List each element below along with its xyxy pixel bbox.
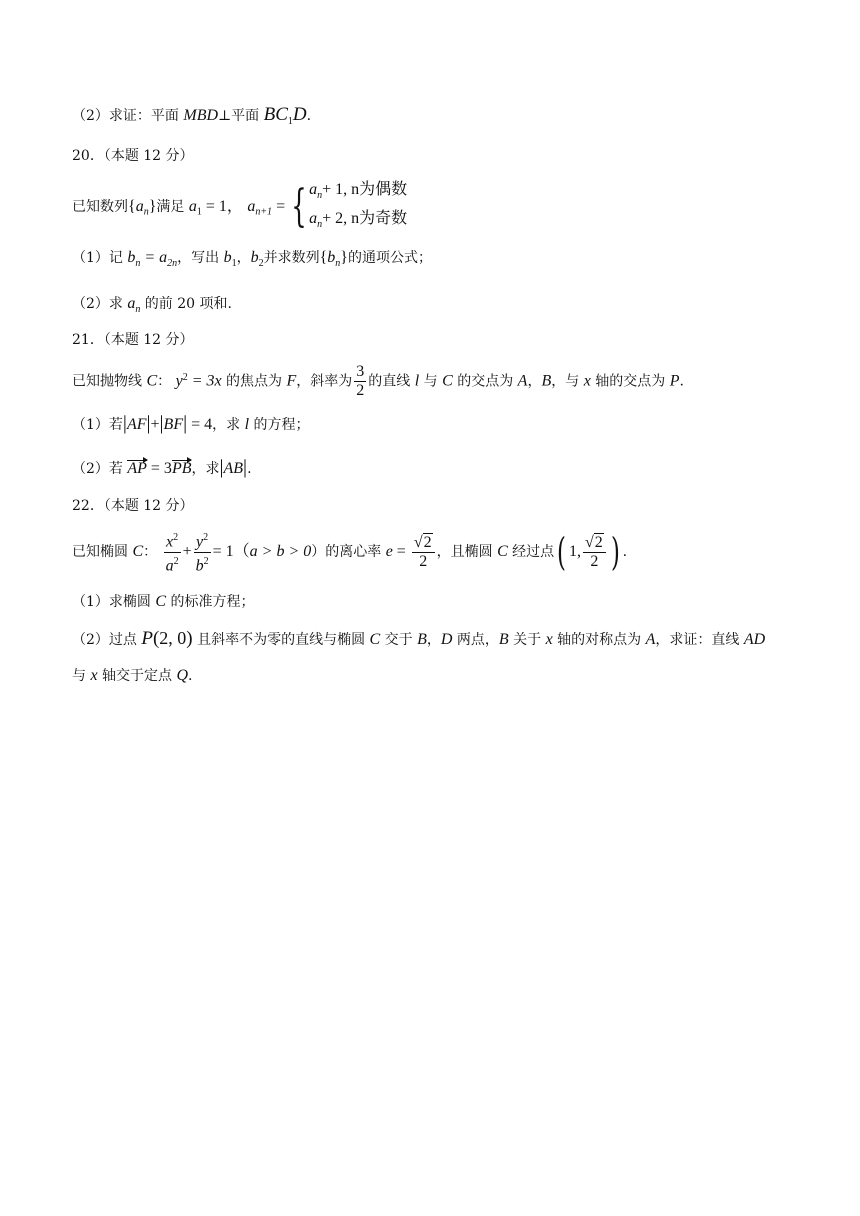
math: AF	[126, 416, 147, 433]
math: b	[327, 249, 336, 266]
math: Q	[176, 667, 189, 684]
math: |	[219, 456, 224, 478]
numerator	[194, 529, 211, 552]
math: =	[272, 197, 290, 215]
math-sup: 2	[173, 532, 179, 544]
vector: AP	[127, 460, 147, 477]
text: （2）若	[72, 461, 128, 477]
text: .	[247, 461, 252, 477]
text: （2）过点	[72, 632, 142, 648]
fraction	[354, 363, 366, 400]
math: B	[417, 631, 427, 648]
math: x	[583, 372, 591, 390]
text: （2）求证：平面	[72, 108, 184, 124]
math-sup: 2	[203, 555, 209, 567]
brace: {	[291, 180, 307, 232]
text: ，且椭圆	[436, 544, 498, 560]
text: ，斜率为	[296, 373, 353, 390]
text: 已知椭圆	[72, 544, 133, 560]
math: |	[146, 412, 151, 434]
math: |	[122, 412, 127, 434]
math: (	[152, 628, 160, 649]
math: C	[369, 631, 381, 648]
text: 的标准方程；	[166, 594, 255, 610]
text: 的交点为	[452, 373, 518, 390]
math: b	[223, 249, 232, 266]
math: + 1, n	[322, 181, 360, 198]
math: C	[132, 543, 144, 560]
math: MBD	[183, 107, 219, 124]
text: 已知抛物线	[72, 373, 147, 390]
math-sub: 1	[196, 206, 202, 218]
math-sup: 2	[173, 555, 179, 567]
math: )	[186, 628, 193, 649]
text: 的通项公式；	[347, 250, 432, 266]
math: F	[286, 372, 297, 390]
piecewise	[289, 178, 407, 236]
numerator	[164, 529, 181, 552]
fraction	[412, 534, 435, 571]
math-sub: 1	[231, 257, 237, 269]
math: D	[292, 104, 307, 125]
denominator: 2	[419, 552, 428, 570]
math-sub: n	[335, 257, 341, 269]
math: |	[183, 412, 188, 434]
text: ，求证：直线	[655, 632, 744, 648]
math: AD	[743, 631, 766, 648]
math-sub: n	[135, 303, 141, 315]
math: BF	[163, 416, 184, 433]
math: BC	[263, 104, 288, 125]
text: 经过点	[507, 544, 555, 560]
text: 的方程；	[249, 417, 310, 433]
math: l	[244, 416, 250, 433]
p22-stem: 已知椭圆 C： $\frac{x^2}{a^2}$ + $\frac{y^2}{b^2}$ = 1（a > b > 0）的离心率 e = $\frac{√2}{2}$ ，且椭圆 C 经过点( 1, $\frac{√2}{2}$ ) .	[72, 530, 628, 574]
text: .	[622, 544, 628, 560]
math: |	[243, 456, 248, 478]
math: b	[250, 249, 259, 266]
p21-q2	[72, 457, 252, 479]
fraction	[164, 529, 181, 575]
numerator	[412, 534, 435, 553]
p19-part2	[72, 105, 311, 132]
text: ，	[426, 632, 441, 648]
math: B	[541, 372, 552, 390]
math: {	[128, 197, 136, 215]
text: （2）求	[72, 296, 128, 312]
p21-stem: 已知抛物线 C： $y^2 = 3x$ 的焦点为 F，斜率为 $\frac{3}{2}$ 的直线 l 与 C 的交点为 A，B，与 x 轴的交点为 P.	[72, 363, 684, 400]
math-sup: 2	[182, 372, 188, 383]
math: P	[669, 372, 680, 390]
text: 轴的交点为	[590, 373, 670, 390]
text: 的焦点为	[221, 373, 287, 390]
text: 两点，	[452, 632, 499, 648]
text: ，求	[212, 417, 245, 433]
math: b	[127, 249, 136, 266]
math-sub: 2n	[167, 257, 178, 269]
text: 的直线	[368, 373, 415, 390]
p22-q1	[72, 592, 254, 612]
math-sub: n	[135, 257, 141, 269]
math: B	[498, 631, 509, 648]
text: 并求数列	[263, 250, 320, 266]
numerator	[583, 534, 606, 553]
math: a	[127, 295, 136, 312]
math: P	[141, 628, 153, 649]
text: 为奇数	[359, 207, 408, 227]
math: C	[497, 543, 508, 560]
math: a	[247, 197, 256, 215]
math: = 1，	[201, 197, 243, 215]
left-paren: (	[557, 530, 567, 574]
denominator: 2	[356, 382, 365, 400]
math: = 3x	[187, 372, 222, 390]
math: +	[150, 416, 160, 433]
math: 2, 0	[159, 628, 187, 648]
math: = 4	[187, 416, 213, 433]
math: e	[385, 543, 393, 560]
math: b	[195, 556, 204, 574]
fraction	[194, 529, 211, 575]
text: 满足	[156, 198, 189, 215]
right-paren: )	[610, 530, 620, 574]
math-sub: 2	[258, 257, 264, 269]
text: ，与	[551, 373, 584, 390]
text: .	[188, 668, 193, 684]
math-sub: n	[317, 189, 323, 201]
math: C	[155, 593, 167, 610]
radicand: 2	[594, 533, 603, 551]
p22-header: 22．（本题 12 分）	[72, 498, 194, 514]
math: a	[165, 556, 174, 574]
math: D	[440, 631, 453, 648]
text: 为偶数	[359, 179, 408, 198]
numerator: 3	[356, 363, 365, 381]
text: ，写出	[177, 250, 224, 266]
math: y	[196, 533, 204, 551]
case-row	[309, 207, 407, 236]
case-row	[309, 178, 407, 207]
math: =	[392, 543, 410, 560]
text: ）的离心率	[311, 544, 386, 560]
math: x	[166, 533, 174, 551]
denominator: 2	[590, 552, 599, 570]
math: + 2, n	[322, 209, 360, 227]
math: +	[182, 543, 192, 560]
sqrt: √2	[413, 533, 432, 551]
math: |	[159, 412, 164, 434]
denominator	[164, 553, 181, 575]
math: x	[545, 631, 553, 648]
math-sup: 2	[203, 532, 209, 544]
p20-stem	[72, 178, 407, 236]
text: .	[306, 108, 312, 124]
sqrt: √2	[585, 533, 603, 551]
p21-q1	[72, 413, 310, 435]
math-sub: n+1	[255, 206, 273, 218]
text: ，求	[191, 461, 220, 477]
radicand: 2	[423, 533, 432, 551]
cases-rows	[309, 178, 407, 236]
p20-q2	[72, 294, 232, 320]
math: = 3	[146, 460, 172, 477]
text: ⊥平面	[218, 108, 264, 124]
text: （1）记	[72, 250, 128, 266]
math-sub: n	[143, 206, 149, 218]
p22-q2-cont	[72, 666, 192, 686]
text: 轴的对称点为	[552, 632, 646, 648]
p20-header: 20．（本题 12 分）	[72, 148, 194, 164]
text: 关于	[508, 632, 546, 648]
text: 且斜率不为零的直线与椭圆	[192, 632, 370, 648]
math: a	[309, 181, 318, 198]
math: }	[340, 249, 348, 266]
math: x	[90, 667, 98, 684]
text: ，	[236, 250, 251, 266]
math: = 1（	[212, 543, 250, 560]
denominator	[194, 553, 211, 575]
math: 1,	[569, 543, 582, 560]
math: A	[645, 631, 656, 648]
math: a > b > 0	[249, 543, 312, 560]
vector: PB	[171, 460, 192, 477]
math: C	[146, 372, 158, 390]
text: （1）求椭圆	[72, 594, 156, 610]
math: l	[414, 372, 420, 390]
p20-q1	[72, 248, 432, 274]
math: A	[517, 372, 528, 390]
p22-q2	[72, 628, 765, 650]
text: 的前 20 项和.	[140, 296, 232, 312]
math: AB	[223, 460, 244, 477]
text: 与	[72, 668, 91, 684]
math: y	[175, 372, 183, 390]
text: （1）若	[72, 417, 123, 433]
math: {	[319, 249, 328, 266]
p21-header: 21．（本题 12 分）	[72, 332, 194, 348]
text: 已知数列	[72, 198, 128, 215]
text: 交于	[380, 632, 418, 648]
math-sub: n	[317, 218, 323, 230]
text: ：	[157, 373, 172, 390]
math: }	[148, 197, 157, 215]
math-sub: 1	[287, 115, 293, 127]
math: = a	[140, 249, 168, 266]
fraction	[583, 534, 606, 571]
math: a	[135, 197, 144, 215]
text: 轴交于定点	[97, 668, 177, 684]
math: a	[309, 209, 318, 227]
text: 与	[419, 373, 443, 390]
math: a	[188, 197, 197, 215]
math: C	[442, 372, 453, 390]
